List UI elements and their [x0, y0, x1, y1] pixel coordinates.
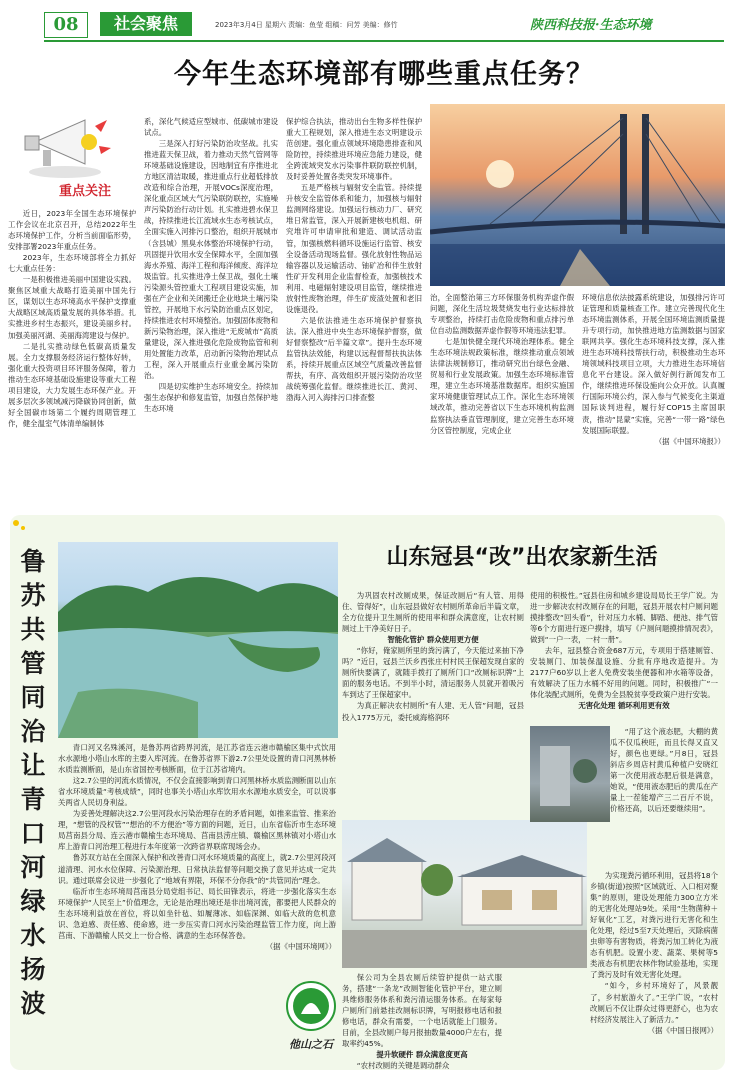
paragraph: 为妥善处理解决这2.7公里河段水污染治理存在的矛盾问题，如推来监管、推来治理，“想管的没权管”“想治的不方便治”等方面的问题，近日，山东省临沂市生态环境局莒南县分局、连云港市赣榆生态环境局、莒南县涝庄镇、赣榆区黑林镇对小塔山水库上游青口河治理工程进行本年度第一次跨省界联席现场会办。 — [58, 809, 336, 852]
subheading: 智能化管护 群众使用更方便 — [387, 635, 479, 645]
article1-col4 — [430, 292, 574, 436]
logo — [280, 980, 342, 1062]
logo-text: 他山之石 — [289, 1038, 333, 1051]
paragraph: 为巩固农村改厕成果，保证改厕后“有人管、用得住、管得好”，山东冠县做好农村厕所革命后半篇文章，全方位提升卫生厕所的使用率和群众满意度，让农村厕厕过上干净美好日子。 — [342, 591, 524, 634]
paragraph: 去年，冠县整合资金687万元，专项用于搭建厕管、安装厕门、加装保温设施、分批有序地改造提升。为2177户60岁以上老人免费安装坐便器和冲水箱等设备，有效解决了压力水桶不好用的问题。同时，积极推广“一体化装配式厕所，免费为全县脱贫享受政策户进行安装。 — [530, 646, 718, 700]
source-credit: （据《中国环境网》） — [265, 941, 336, 951]
village-photo — [342, 820, 587, 968]
article1-col3 — [286, 116, 422, 403]
paragraph: 一是积极推进美丽中国建设实践。聚焦区域重大战略打造美丽中国先行区，谋划以生态环境高水平保护支撑重大战略区域高质量发展的具体举措。扎实推进乡村生态振兴，建设美丽乡村。加强美丽河湖、美丽海湾建设与保护。 — [8, 275, 136, 340]
paragraph: 2023年，生态环境部将全力抓好七大重点任务： — [8, 253, 136, 274]
fertilizer-photo — [530, 726, 610, 822]
lower-right-headline: 山东冠县“改”出农家新生活 — [386, 545, 658, 570]
subheading: 无害化处理 循环利用更有效 — [578, 701, 670, 711]
paragraph: 保护综合执法，推动出台生物多样性保护重大工程规划，深入推进生态文明建设示范创建。强化重点领域环境隐患排查和风险防控，持续推进环境应急能力建设，健全跨流域突发水污染事件联防联控机制，及时妥善处置各类突发环境事件。 — [286, 117, 422, 182]
paragraph: 五是严格核与辐射安全监管。持续提升核安全监管体系和能力，加强核与辐射监测网络建设。加强运行核动力厂、研究堆日常监管，深入开展新建核电机组、研究堆许可申请审批和建造、调试活动监管，加强核燃料循环设施运行监管、核安全设备活动现场监督。强化放射性物品运输容器以及运输活动、铀矿冶和伴生放射性矿开发利用企业监督检查，加强核技术利用、电磁辐射建设项目监管，继续推进放射性废物治理，伴生矿废渣处置和老旧设施退役。 — [286, 183, 422, 314]
lower-mid-col — [342, 590, 524, 723]
paragraph: 二是扎实推动绿色低碳高质量发展。全力支撑服务经济运行整体好转，强化重大投资项目环评服务保障，着力推动生态环境基础设施建设等重大工程项目建设，大力发展生态环保产业。开展多层次多领域减污降碳协同创新，做好全国碳市场第二个履约周期管理工作，健全温室气体清单编制体 — [8, 341, 136, 428]
article1-col2 — [144, 116, 278, 414]
subheading: 提升软硬件 群众满意度更高 — [376, 1050, 468, 1060]
paragraph: “用了这个液态肥，大棚的黄瓜不仅瓜秧旺，而且长得又直又好，颜色也更绿。”月8日，冠县斜店乡周店村黄瓜种植户安晓红第一次使用液态肥后很是满意，她说，“使用液态肥后的黄瓜在产量上一茬能增产三二百斤不说，价格还高，以后还要继续用”。 — [610, 727, 718, 814]
paragraph: 系，深化气候适应型城市、低碳城市建设试点。 — [144, 117, 278, 138]
page-headline: 今年生态环境部有哪些重点任务？ — [174, 59, 594, 90]
header-rule — [44, 40, 724, 42]
paragraph: 为真正解决农村厕所“有人建、无人管”问题，冠县投入1775万元，委托威海格润环 — [342, 701, 524, 722]
paragraph: “农村改厕的关键是调动群众 — [356, 1061, 450, 1071]
paragraph: 六是依法推进生态环境保护督察执法。深入推进中央生态环境保护督察，做好督察整改“后半篇文章”。提升生态环境监管执法效能，构建以远程督帮扶执法体系，持续开展重点区域空气质量改善监督帮扶，有序、高效组织开展污染防治攻坚战统筹强化监督。继续推进长江、黄河、渤海入河入海排污口排查整 — [286, 315, 422, 403]
paragraph: 青口河又名殊溪河，是鲁苏两省跨界河流，是江苏省连云港市赣榆区集中式饮用水水源地小塔山水库的主要入库河流。在鲁苏省界下游2.7公里处设置的青口河黑林桥水质监测断面，是山东省国控考核断面，位于江苏省境内。 — [58, 743, 336, 775]
dot-ornament-icon — [10, 515, 30, 535]
lower-right-col3 — [590, 870, 718, 1036]
paragraph: 四是切实维护生态环境安全。持续加强生态保护和修复监管，加强自然保护地生态环境 — [144, 382, 278, 414]
leaf-logo-icon — [285, 980, 337, 1032]
paragraph: “如今，乡村环境好了，风景靓了，乡村旅游火了。”王学广说，“农村改厕后不仅让群众过得更舒心，也为农村经济发展注入了新活力。” — [590, 981, 718, 1024]
masthead: 陕西科技报·生态环境 — [530, 18, 652, 33]
paragraph: 使用的积极性。”冠县住房和城乡建设局局长王学广说。为进一步解决农村改厕存在的问题，冠县开展农村户厕问题摸排整改“回头看”，针对压力水桶、脚踏、便池、排气管等6个方面进行逐户摸排，填写《户厕问题摸排情况表》，做到“一户一表，一村一册”。 — [530, 591, 718, 645]
paragraph: 这2.7公里的河流水质情况，不仅会直接影响到青口河黑林桥水质监测断面以山东省水环境质量“考核成绩”，同时也事关小塔山水库饮用水水源地水质安全，可以说事关两省人民切身利益。 — [58, 776, 336, 808]
lower-right-col — [530, 590, 718, 712]
lower-left-article — [58, 742, 336, 952]
dateline: 2023年3月4日 星期六 责编：鱼莹 组稿：问芳 美编：修竹 — [215, 21, 398, 29]
paragraph: 近日，2023年全国生态环境保护工作会议在北京召开，总结2022年生态环境保护工作，分析当前面临形势，安排部署2023年重点任务。 — [8, 209, 136, 252]
paragraph: 为实现粪污循环利用，冠县将18个乡镇(街道)按照“区域就近、入口相对聚集”的原则，建设处理能力300立方米的无害化处理站9处。采用“生物菌种＋好氧化”工艺，对粪污进行无害化和生化处理，经过5至7天处理后，灭除病菌虫卵等有害物质，将粪污加工转化为液态有机肥。设置小麦、蔬菜、果树等5类液态有机肥农林作物试验基地，实现了粪污及时有效无害化处理。 — [590, 871, 718, 980]
paragraph: 鲁苏双方站在全面深入保护和改善青口河水环境质量的高度上，就2.7公里河段河道清理、河水水位保障、污染源治理、日常执法监督等问题交换了意见并达成一定共识。通过联席会议进一步强化了“地域有界限，环保不分你我”的“共管同治”理念。 — [58, 853, 336, 885]
focus-badge — [15, 112, 140, 202]
bridge-photo — [430, 104, 725, 286]
paragraph: 临沂市生态环境局莒南县分局党组书记、局长田锋表示，将进一步强化落实生态环境保护“人民至上”价值理念，无论是治理出境还是非出境河流，都要把人民群众的生态环境利益放在首位，将以如坐针毡、如履薄冰、如临深渊、如临大敌的危机意识、急迫感、责任感、使命感，进一步压实青口河水污染治理监管工作力度，向上游莒南、下游赣榆人民交上一份合格、满意的生态环保答卷。 — [58, 886, 336, 940]
paragraph: 三是深入打好污染防治攻坚战。扎实推进蓝天保卫战，着力推动天然气管网等环境基础设施建设，因地制宜有序推进北方地区清洁取暖，推进重点行业超低排放改造和综合治理，开展VOCs深度治理，深化重点区域大气污染联防联控，实施噪声污染防治行动计划。扎实推进碧水保卫战，持续推进长江流域水生态考核试点，全面实施入河排污口整治，组织开展城市（含县城）黑臭水体整治环境保护行动，巩固提升饮用水安全保障水平，全面加强海水养殖、海洋工程和海洋倾废、海洋垃圾监管。扎实推进净土保卫战，强化土壤污染源头管控重大工程项目建设实施，加强在产企业和关闭搬迁企业地块土壤污染管控，开展地下水污染防治重点区划定，持续推进农村环境整治。加强固体废物和新污染物治理，深入推进“无废城市”高质量建设，深入推进强化危险废物监管和利用处置能力改革，启动新污染物治理试点工程，深入开展重点行业重金属污染防治。 — [144, 139, 278, 381]
article1-col1 — [8, 208, 136, 429]
vertical-title: 鲁苏共管同治让青口河绿水扬波 — [20, 547, 46, 1018]
lower-right-col2 — [610, 726, 718, 814]
paragraph: “你好，俺家厕所里的粪污满了，今天能过来抽下净吗？”近日，冠县兰沃乡西张庄村村民王保超发现自家的厕所快要满了，就随手拨打了厕所门口“改厕标识牌”上面的服务电话。不到半小时，清运服务人员就开着吸污车到达了王保超家中。 — [342, 646, 524, 700]
paragraph: 七是加快健全现代环境治理体系。健全生态环境法规政策标准，继续推动重点领域法律法规制修订，推动研究出台绿色金融、贸易和行业发展政策。加强生态环境标准管理，建立生态环境基准数据库。组织实施国家环境健康管理试点工作。深化生态环境领域改革，推动完善省以下生态环境机构监测监察执法垂直管理制度，建立完善生态环境分区管控制度，完成企业 — [430, 337, 574, 435]
page-number: 08 — [44, 12, 88, 38]
section-label: 社会聚焦 — [100, 12, 192, 36]
lower-mid-col3 — [342, 972, 502, 1071]
article1-col5 — [582, 292, 725, 447]
paragraph: 环境信息依法披露系统建设，加强排污许可证管理和质量核查工作。建立完善现代化生态环境监测体系，开展全国环境监测质量提升专项行动，加快推进地方监测数据与国家联网共享。强化生态环境科技支撑，深入推进生态环境科技帮扶行动，积极推动生态环境领域科技项目立项，大力推进生态环境信息化平台建设。深入做好例行新闻发布工作，继续推进环保设施向公众开放。认真履行国际环境公约，深入参与气候变化主渠道国际谈判进程，履行好COP15主席国职责，推动“昆蒙”实施，完善“一带一路”绿色发展国际联盟。 — [582, 293, 725, 435]
source-credit: （据《中国日报网》） — [647, 1025, 718, 1035]
source-credit: （据《中国环境报》） — [654, 436, 725, 446]
paragraph: 治，全面整治第三方环保服务机构弄虚作假问题，深化生活垃圾焚烧发电行业达标排放专项整治，持续打击危险废物和重点排污单位自动监测数据弄虚作假等环境违法犯罪。 — [430, 293, 574, 336]
paragraph: 保公司为全县农厕后续管护提供一站式服务，搭建“一条龙”改厕智能化管护平台，建立厕具维修服务体系和粪污清运服务体系。在每家每户厕所门前悬挂改厕标识牌，写明报修电话和报修电话，群众有需要，一个电话就能上门服务。目前，全县改厕户每月报抽数量4000户左右，提取率约45%。 — [342, 973, 502, 1049]
badge-label: 重点关注 — [59, 184, 112, 199]
river-photo — [58, 542, 338, 738]
megaphone-icon — [15, 112, 115, 182]
